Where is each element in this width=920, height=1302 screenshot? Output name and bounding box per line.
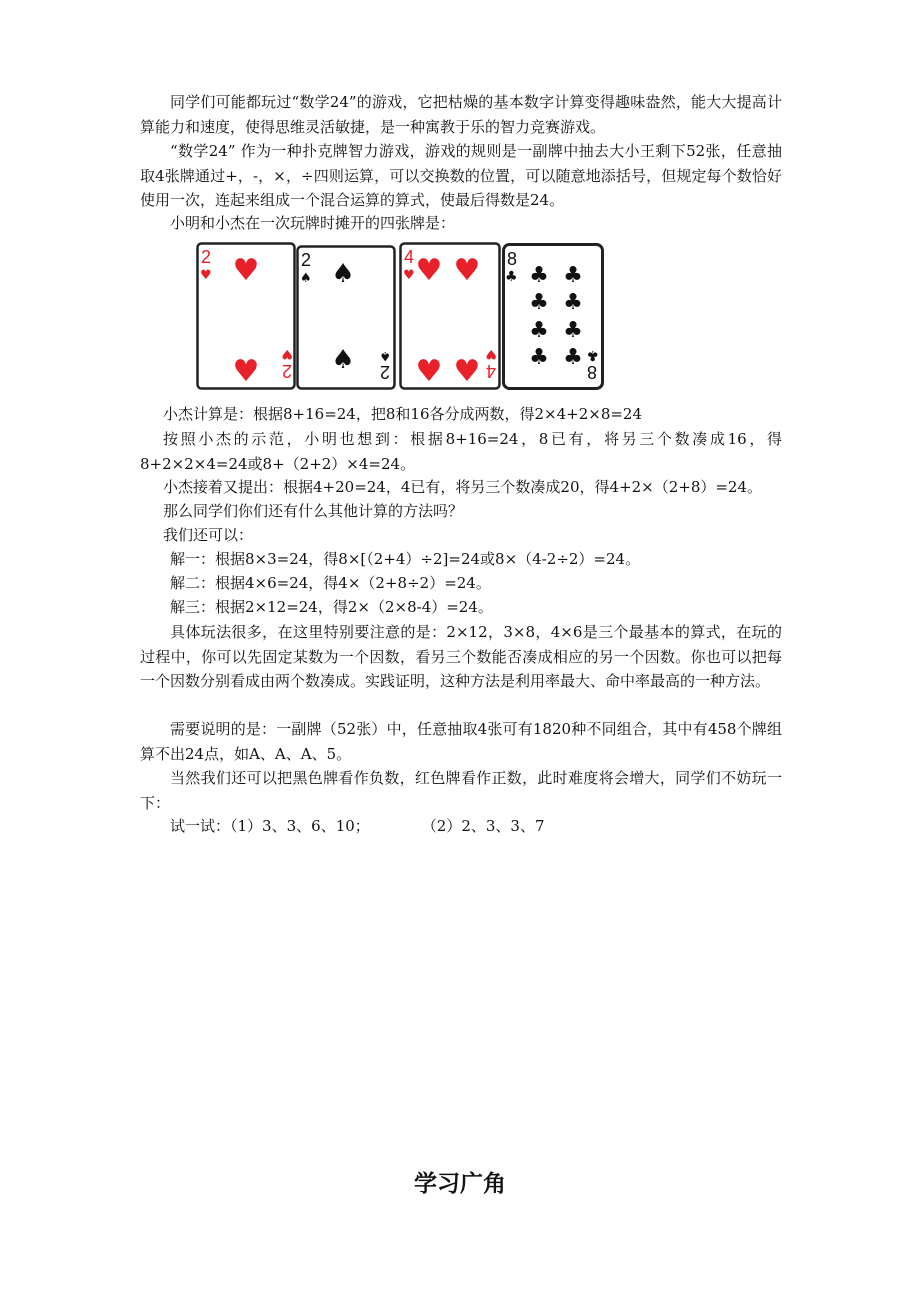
card-rank-top: 8 xyxy=(507,249,518,269)
club-icon: ♣ xyxy=(505,269,518,285)
card-8-clubs xyxy=(502,242,604,390)
spade-icon: ♠ xyxy=(379,348,391,363)
try-problem-one: （1）3、3、6、10； xyxy=(230,817,370,835)
card-rank-bottom: 4 xyxy=(485,361,496,381)
club-icon: ♣ xyxy=(529,318,549,343)
try-problem-two: （2）2、3、3、7 xyxy=(421,817,545,835)
xiaoming-paragraph: 按照小杰的示范，小明也想到：根据8+16=24，8已有，将另三个数凑成16，得8+2×2×4=24或8+（2+2）×4=24。 xyxy=(140,430,782,473)
intro-paragraph: 同学们可能都玩过“数学24”的游戏，它把枯燥的基本数字计算变得趣味盎然，能大大提高计算能力和速度，使得思维灵活敏捷，是一种寓教于乐的智力竞赛游戏。 xyxy=(140,93,782,136)
heart-icon: ♥ xyxy=(281,346,293,361)
club-icon: ♣ xyxy=(563,290,583,315)
rules-paragraph: “数学24” 作为一种扑克牌智力游戏，游戏的规则是一副牌中抽去大小王剩下52张，任意抽取4张牌通过+，-，×，÷四则运算，可以交换数的位置，可以随意地添括号，但规定每个数恰好使用一次，连起来组成一个混合运算的算式，使最后得数是24。 xyxy=(140,142,782,209)
spade-icon: ♠ xyxy=(300,271,312,286)
heart-icon: ♥ xyxy=(403,268,415,283)
heart-icon: ♥ xyxy=(453,253,481,288)
question-line: 那么同学们你们还有什么其他计算的方法吗？ xyxy=(163,502,464,520)
heart-icon: ♥ xyxy=(453,354,481,389)
heart-icon: ♥ xyxy=(415,253,443,288)
try-it-line xyxy=(170,815,545,837)
heart-icon: ♥ xyxy=(200,268,212,283)
try-label: 试一试： xyxy=(170,817,231,835)
club-icon: ♣ xyxy=(563,345,583,370)
heart-icon: ♥ xyxy=(232,253,260,288)
card-rank-top: 4 xyxy=(404,247,415,267)
heart-icon: ♥ xyxy=(232,354,260,389)
solution-three: 解三：根据2×12=24，得2×（2×8-4）=24。 xyxy=(170,598,493,616)
card-4-hearts xyxy=(399,242,501,390)
club-icon: ♣ xyxy=(563,263,583,288)
club-icon: ♣ xyxy=(529,290,549,315)
card-2-spades xyxy=(296,242,396,390)
xiaojie-calc-line: 小杰计算是：根据8+16=24，把8和16各分成两数，得2×4+2×8=24 xyxy=(163,405,643,423)
cards-intro-line: 小明和小杰在一次玩牌时摊开的四张牌是： xyxy=(170,214,456,232)
club-icon: ♣ xyxy=(563,318,583,343)
playing-cards-figure xyxy=(196,242,606,392)
card-rank-bottom: 2 xyxy=(281,361,292,381)
card-rank-bottom: 8 xyxy=(586,362,597,382)
card-2-hearts xyxy=(196,242,296,390)
combinations-paragraph: 需要说明的是：一副牌（52张）中，任意抽取4张可有1820种不同组合，其中有458个牌组算不出24点，如A、A、A、5。 xyxy=(140,720,782,763)
negative-cards-paragraph: 当然我们还可以把黑色牌看作负数，红色牌看作正数，此时难度将会增大，同学们不妨玩一下： xyxy=(140,769,782,812)
card-rank-top: 2 xyxy=(301,250,312,270)
method-paragraph: 具体玩法很多，在这里特别要注意的是：2×12，3×8，4×6是三个最基本的算式，在玩的过程中，你可以先固定某数为一个因数，看另三个数能否凑成相应的另一个因数。你也可以把每一个因数分别看成由两个数凑成。实践证明，这种方法是利用率最大、命中率最高的一种方法。 xyxy=(140,623,782,690)
heart-icon: ♥ xyxy=(415,354,443,389)
we-can-line: 我们还可以： xyxy=(163,526,254,544)
footer-section-title: 学习广角 xyxy=(414,1171,506,1197)
heart-icon: ♥ xyxy=(485,346,497,361)
spade-icon: ♠ xyxy=(331,259,355,289)
card-rank-top: 2 xyxy=(201,247,212,267)
solution-two: 解二：根据4×6=24，得4×（2+8÷2）=24。 xyxy=(170,574,491,592)
club-icon: ♣ xyxy=(529,345,549,370)
club-icon: ♣ xyxy=(529,263,549,288)
card-rank-bottom: 2 xyxy=(379,362,390,382)
xiaojie-second-line: 小杰接着又提出：根据4+20=24，4已有，将另三个数凑成20，得4+2×（2+8）=24。 xyxy=(163,478,763,496)
spade-icon: ♠ xyxy=(331,345,355,375)
club-icon: ♣ xyxy=(586,347,599,363)
solution-one: 解一：根据8×3=24，得8×[（2+4）÷2]=24或8×（4-2÷2）=24。 xyxy=(170,550,641,568)
